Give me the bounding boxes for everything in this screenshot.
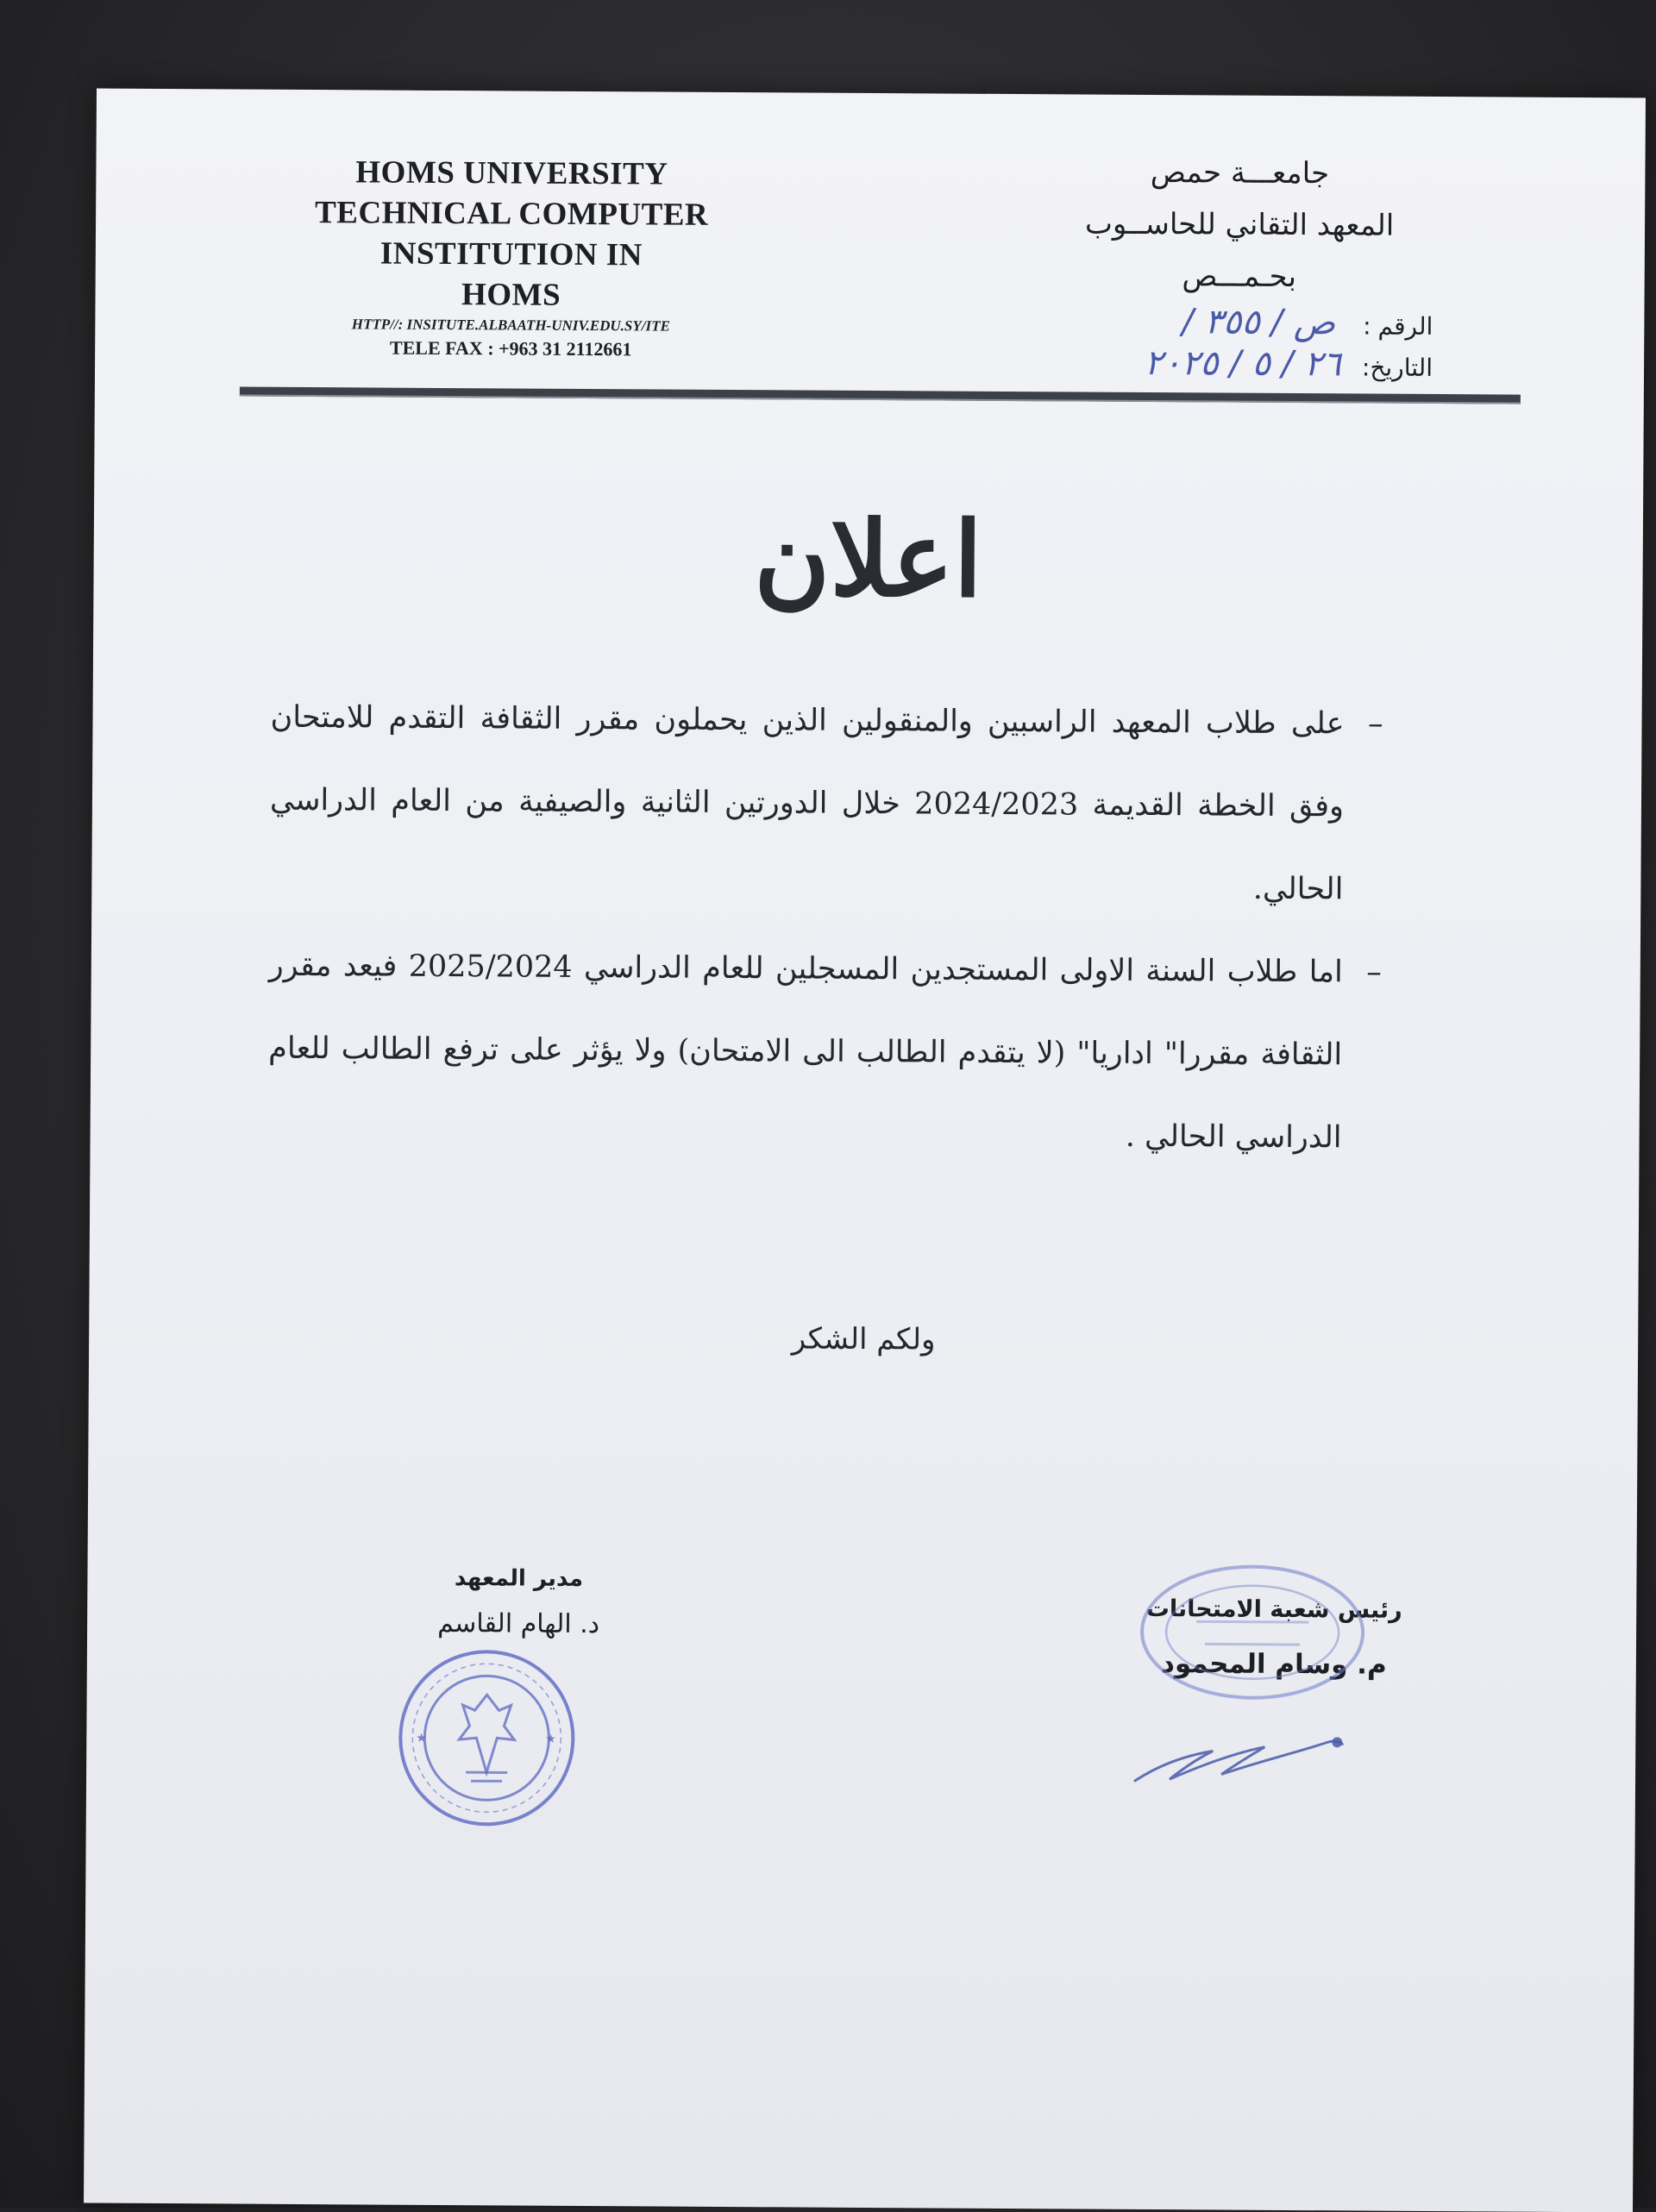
reference-number-row: [984, 301, 1433, 345]
arabic-letterhead: [1050, 146, 1430, 304]
announcement-body: [267, 676, 1383, 1180]
reference-date-row: [984, 342, 1433, 386]
reference-date-value: ٢٦ / ٥ / ٢٠٢٥: [1144, 342, 1342, 385]
bullet-dash: –: [1366, 955, 1382, 990]
paragraph-2: [267, 924, 1382, 1180]
reference-number-value: ص / ٣٥٥ /: [1182, 302, 1336, 343]
director-signature-block: [372, 1564, 666, 1639]
arabic-letterhead-line-1: جامعـــة حمص: [1150, 154, 1330, 191]
announcement-title: اعلان: [753, 498, 983, 621]
bullet-dash: –: [1367, 706, 1383, 742]
document-page: [84, 89, 1646, 2212]
svg-text:★: ★: [416, 1731, 427, 1745]
arabic-letterhead-line-3: بحـمـــص: [1182, 259, 1297, 295]
reference-date-label: التاريخ:: [1361, 353, 1433, 382]
paragraph-2-text: اما طلاب السنة الاولى المستجدين المسجلين للعام الدراسي 2025/2024 فيعد مقرر الثقافة مقررا" اداريا" (لا يتقدم الطالب الى الامتحان) ولا يؤثر على ترفع الطالب للعام الدراسي الحالي .: [268, 948, 1343, 1156]
closing-line: ولكم الشكر: [791, 1321, 936, 1357]
oval-department-stamp: [1136, 1561, 1370, 1705]
header-divider: [240, 387, 1521, 404]
handwritten-signature: [1126, 1720, 1351, 1791]
english-letterhead: [286, 152, 736, 361]
reference-number-label: الرقم: [1377, 311, 1433, 341]
arabic-letterhead-line-2: المعهد التقاني للحاســوب: [1084, 206, 1395, 243]
paragraph-1-text: على طلاب المعهد الراسبين والمنقولين الذين يحملون مقرر الثقافة التقدم للامتحان وفق الخطة القديمة 2024/2023 خلال الدورتين الثانية والصيفية من العام الدراسي الحالي.: [269, 699, 1345, 907]
letterhead-line-4: HOMS: [461, 277, 561, 313]
exams-head-title: رئيس شعبة الامتحانات: [1145, 1595, 1402, 1624]
letterhead-url: HTTP//: INSITUTE.ALBAATH-UNIV.EDU.SY/ITE: [351, 316, 670, 335]
paragraph-1: [269, 676, 1383, 931]
director-title: مدير المعهد: [454, 1565, 584, 1592]
letterhead-fax: TELE FAX : +963 31 2112661: [389, 336, 632, 360]
director-name: د. الهام القاسم: [437, 1607, 600, 1640]
exams-head-name: م. وسام المحمود: [1160, 1648, 1387, 1681]
reference-block: [984, 301, 1433, 386]
letterhead-line-2: TECHNICAL COMPUTER: [314, 195, 709, 233]
letterhead-line-3: INSTITUTION IN: [380, 235, 643, 273]
svg-text:★: ★: [545, 1732, 556, 1746]
official-round-stamp: [392, 1643, 582, 1833]
letterhead-line-1: HOMS UNIVERSITY: [355, 154, 668, 192]
reference-number-colon: :: [1363, 311, 1371, 341]
